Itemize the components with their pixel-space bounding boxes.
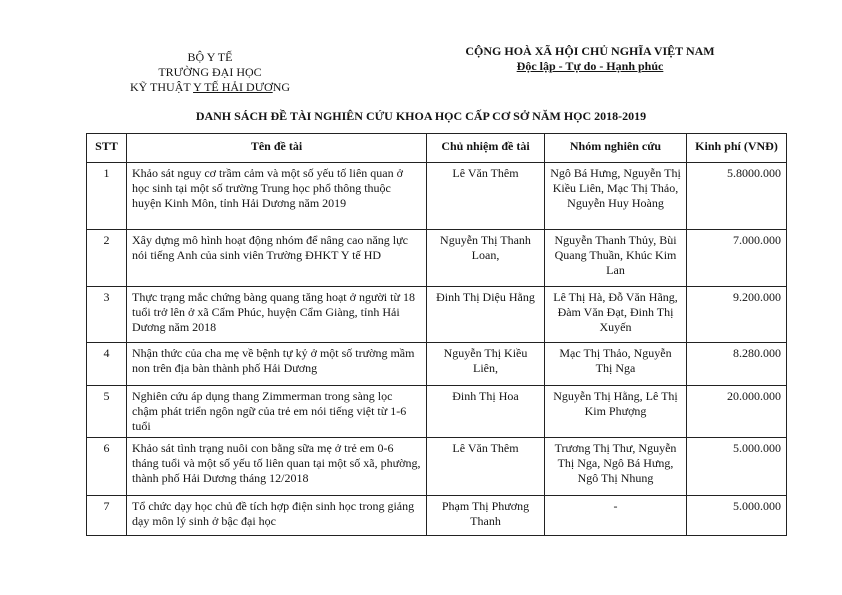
column-header-lead: Chủ nhiệm đề tài [427, 134, 545, 163]
table-row [87, 343, 787, 386]
table-row [87, 386, 787, 438]
row-topic: Khảo sát tình trạng nuôi con bằng sữa mẹ ở trẻ em 0-6 tháng tuổi và một số yếu tố liên quan tại một số xã, phường, thành phố Hải Dương tháng 12/2018 [127, 438, 427, 496]
row-lead: Nguyễn Thị Thanh Loan, [427, 230, 545, 287]
row-cost: 9.200.000 [687, 287, 787, 343]
row-group: Trương Thị Thư, Nguyễn Thị Nga, Ngô Bá Hưng, Ngô Thị Nhung [545, 438, 687, 496]
row-stt: 7 [87, 496, 127, 536]
issuer-header [95, 50, 325, 95]
row-topic: Xây dựng mô hình hoạt động nhóm để nâng cao năng lực nói tiếng Anh của sinh viên Trường ĐHKT Y tế HD [127, 230, 427, 287]
row-lead: Đinh Thị Diệu Hằng [427, 287, 545, 343]
row-topic: Khảo sát nguy cơ trầm cảm và một số yếu tố liên quan ở học sinh tại một số trường Trung học phổ thông thuộc huyện Kinh Môn, tỉnh Hải Dương năm 2019 [127, 163, 427, 230]
school-name-line2-end: NG [272, 80, 291, 94]
row-cost: 5.000.000 [687, 438, 787, 496]
school-name-line2 [95, 80, 325, 95]
row-lead: Phạm Thị Phương Thanh [427, 496, 545, 536]
row-group: - [545, 496, 687, 536]
row-stt: 1 [87, 163, 127, 230]
ministry-name: BỘ Y TẾ [187, 50, 233, 64]
column-header-group: Nhóm nghiên cứu [545, 134, 687, 163]
row-stt: 6 [87, 438, 127, 496]
table-row [87, 438, 787, 496]
row-lead: Lê Văn Thêm [427, 438, 545, 496]
table-row [87, 287, 787, 343]
row-group: Mạc Thị Thảo, Nguyễn Thị Nga [545, 343, 687, 386]
research-topics-table [86, 133, 787, 536]
row-stt: 2 [87, 230, 127, 287]
row-topic: Thực trạng mắc chứng bàng quang tăng hoạt ở người từ 18 tuổi trở lên ở xã Cẩm Phúc, huyện Cẩm Giàng, tỉnh Hải Dương năm 2018 [127, 287, 427, 343]
row-group: Ngô Bá Hưng, Nguyễn Thị Kiều Liên, Mạc Thị Thảo, Nguyễn Huy Hoàng [545, 163, 687, 230]
table-row [87, 163, 787, 230]
row-cost: 20.000.000 [687, 386, 787, 438]
column-header-cost: Kinh phí (VNĐ) [687, 134, 787, 163]
row-stt: 4 [87, 343, 127, 386]
row-topic: Nghiên cứu áp dụng thang Zimmerman trong sàng lọc chậm phát triển ngôn ngữ của trẻ em nói tiếng việt từ 1-6 tuổi [127, 386, 427, 438]
table-row [87, 230, 787, 287]
row-cost: 5.000.000 [687, 496, 787, 536]
row-cost: 5.8000.000 [687, 163, 787, 230]
row-lead: Nguyễn Thị Kiều Liên, [427, 343, 545, 386]
row-cost: 7.000.000 [687, 230, 787, 287]
document-title: DANH SÁCH ĐỀ TÀI NGHIÊN CỨU KHOA HỌC CẤP CƠ SỞ NĂM HỌC 2018-2019 [195, 109, 647, 123]
school-name-line1: TRƯỜNG ĐẠI HỌC [158, 65, 262, 79]
country-name: CỘNG HOÀ XÃ HỘI CHỦ NGHĨA VIỆT NAM [465, 44, 715, 58]
national-motto: Độc lập - Tự do - Hạnh phúc [516, 59, 664, 73]
row-stt: 5 [87, 386, 127, 438]
table-row [87, 496, 787, 536]
school-name-line2-start: KỸ THUẬT [129, 80, 194, 94]
row-topic: Tổ chức dạy học chủ đề tích hợp điện sinh học trong giảng dạy môn lý sinh ở bậc đại học [127, 496, 427, 536]
column-header-topic: Tên đề tài [127, 134, 427, 163]
row-lead: Lê Văn Thêm [427, 163, 545, 230]
table-header-row [87, 134, 787, 163]
row-cost: 8.280.000 [687, 343, 787, 386]
row-group: Nguyễn Thị Hằng, Lê Thị Kim Phượng [545, 386, 687, 438]
column-header-stt: STT [87, 134, 127, 163]
row-stt: 3 [87, 287, 127, 343]
row-lead: Đinh Thị Hoa [427, 386, 545, 438]
row-group: Lê Thị Hà, Đỗ Văn Hãng, Đàm Văn Đạt, Đinh Thị Xuyến [545, 287, 687, 343]
row-group: Nguyễn Thanh Thủy, Bùi Quang Thuần, Khúc Kim Lan [545, 230, 687, 287]
row-topic: Nhận thức của cha mẹ về bệnh tự kỷ ở một số trường mầm non trên địa bàn thành phố Hải Dương [127, 343, 427, 386]
school-name-line2-underlined: Y TẾ HẢI DƯƠ [193, 80, 273, 94]
national-header [420, 44, 760, 74]
